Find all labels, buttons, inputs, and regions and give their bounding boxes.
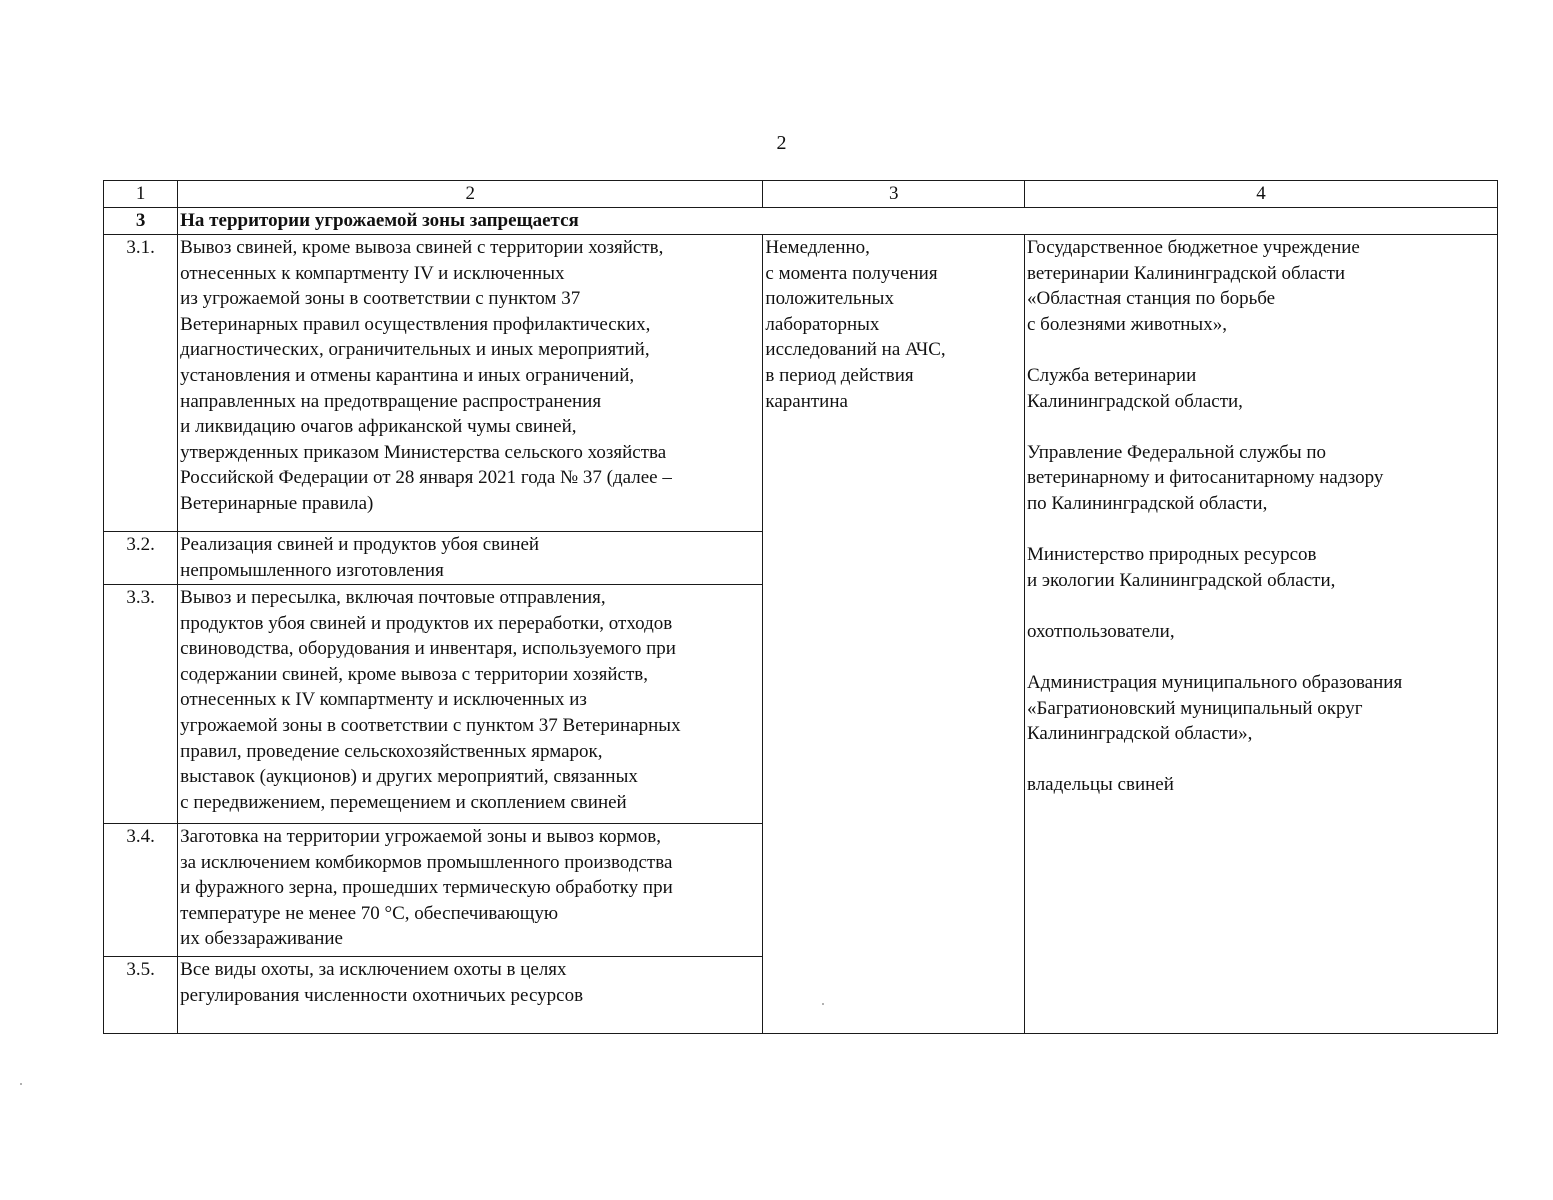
section-title: На территории угрожаемой зоны запрещается [178,208,1498,235]
item-number: 3.1. [104,235,178,532]
item-text: Реализация свиней и продуктов убоя свиней непромышленного изготовления [178,532,763,585]
item-number: 3.5. [104,957,178,1034]
item-text: Вывоз свиней, кроме вывоза свиней с территории хозяйств, отнесенных к компартменту IV и исключенных из угрожаемой зоны в соответствии с пунктом 37 Ветеринарных правил осуществления профилактических, диагностических, ограничительных и иных мероприятий, установления и отмены карантина и иных ограничений, направленных на предотвращение распространения и ликвидацию очагов африканской чумы свиней, утвержденных приказом Министерства сельского хозяйства Российской Федерации от 28 января 2021 года № 37 (далее – Ветеринарные правила) [178,235,763,532]
item-text: Все виды охоты, за исключением охоты в целях регулирования численности охотничьих ресурсов [178,957,763,1034]
scan-speck [20,1083,22,1085]
item-number: 3.4. [104,824,178,957]
item-text: Заготовка на территории угрожаемой зоны и вывоз кормов, за исключением комбикормов промышленного производства и фуражного зерна, прошедших термическую обработку при температуре не менее 70 °С, обеспечивающую их обеззараживание [178,824,763,957]
page-number: 2 [776,132,787,154]
item-number: 3.2. [104,532,178,585]
column-header-3: 3 [763,181,1025,208]
item-text: Вывоз и пересылка, включая почтовые отправления, продуктов убоя свиней и продуктов их переработки, отходов свиноводства, оборудования и инвентаря, используемого при содержании свиней, кроме вывоза с территории хозяйств, отнесенных к IV компартменту и исключенных из угрожаемой зоны в соответствии с пунктом 37 Ветеринарных правил, проведение сельскохозяйственных ярмарок, выставок (аукционов) и других мероприятий, связанных с передвижением, перемещением и скоплением свиней [178,585,763,824]
responsible-cell: Государственное бюджетное учреждение ветеринарии Калининградской области «Областная станция по борьбе с болезнями животных», Служба ветеринарии Калининградской области, Управление Федеральной службы по ветеринарному и фитосанитарному надзору по Калининградской области, Министерство природных ресурсов и экологии Калининградской области, охотпользователи, Администрация муниципального образования «Багратионовский муниципальный округ Калининградской области», владельцы свиней [1024,235,1497,1034]
section-number: 3 [104,208,178,235]
column-number-row [104,181,1498,208]
section-row [104,208,1498,235]
column-header-2: 2 [178,181,763,208]
column-header-1: 1 [104,181,178,208]
column-header-4: 4 [1024,181,1497,208]
timing-cell: Немедленно, с момента получения положительных лабораторных исследований на АЧС, в период действия карантина [763,235,1025,1034]
scan-speck [822,1003,824,1005]
table-row [104,235,1498,532]
measures-table [103,180,1498,1034]
item-number: 3.3. [104,585,178,824]
